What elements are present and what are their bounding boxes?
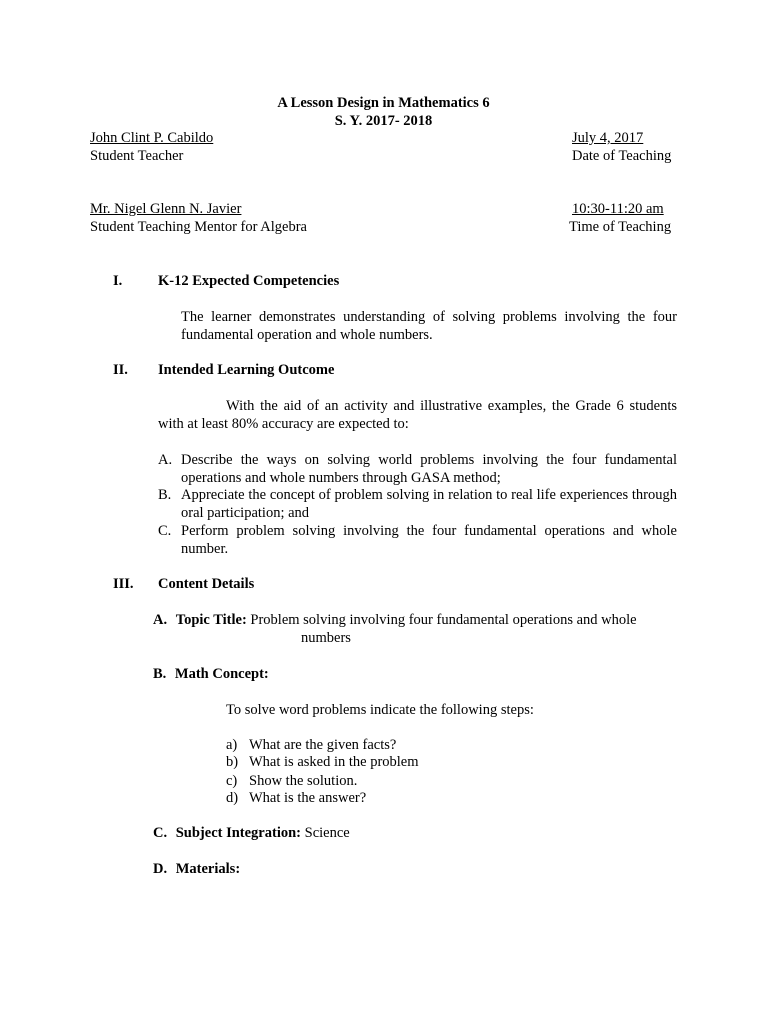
step-text: What is the answer?: [249, 790, 367, 806]
section-2-intro: With the aid of an activity and illustrative examples, the Grade 6 students with at least 80% accuracy are expected to:: [158, 398, 677, 432]
outcome-item: [158, 486, 677, 522]
step-marker: c): [226, 773, 238, 789]
section-3-number: III.: [113, 576, 134, 592]
materials-marker: D.: [153, 861, 168, 877]
section-1-body: The learner demonstrates understanding of solving problems involving the four fundamental operation and whole numbers.: [181, 309, 677, 343]
mentor-name: Mr. Nigel Glenn N. Javier: [90, 201, 242, 217]
step-item: [226, 753, 419, 771]
teacher-name: John Clint P. Cabildo: [90, 130, 214, 146]
materials-row: [153, 860, 240, 878]
date-label: Date of Teaching: [572, 148, 672, 164]
section-1-number: I.: [113, 273, 123, 289]
step-item: [226, 789, 367, 807]
outcome-marker: B.: [158, 487, 172, 503]
outcome-text: Perform problem solving involving the four fundamental operations and whole number.: [181, 523, 677, 557]
section-1-heading: K-12 Expected Competencies: [158, 273, 340, 289]
teaching-date: July 4, 2017: [572, 130, 644, 146]
subject-integration-value: Science: [304, 825, 350, 841]
section-3-heading: Content Details: [158, 576, 255, 592]
subject-integration-row: [153, 824, 350, 842]
time-label: Time of Teaching: [569, 219, 672, 235]
step-marker: b): [226, 754, 239, 770]
outcome-text: Describe the ways on solving world problems involving the four fundamental operations and whole numbers through GASA method;: [181, 452, 677, 486]
teacher-role: Student Teacher: [90, 148, 184, 164]
step-item: [226, 772, 358, 790]
teacher-date-row: [90, 129, 677, 165]
math-concept-intro: To solve word problems indicate the following steps:: [226, 702, 534, 718]
outcome-item: [158, 451, 677, 487]
mentor-time-row: [90, 200, 677, 236]
subject-integration-marker: C.: [153, 825, 168, 841]
topic-label: Topic Title:: [175, 612, 247, 628]
topic-value-continued: numbers: [301, 630, 351, 646]
topic-title-row: [153, 611, 677, 629]
math-concept-label: Math Concept:: [174, 666, 269, 682]
topic-value: Problem solving involving four fundamental operations and whole: [250, 612, 637, 628]
step-item: [226, 736, 397, 754]
topic-marker: A.: [153, 612, 168, 628]
step-marker: d): [226, 790, 239, 806]
materials-label: Materials:: [175, 861, 241, 877]
math-concept-row: [153, 665, 269, 683]
step-marker: a): [226, 737, 238, 753]
subject-integration-label: Subject Integration:: [175, 825, 301, 841]
document-title: A Lesson Design in Mathematics 6: [277, 95, 490, 111]
outcome-marker: C.: [158, 523, 172, 539]
outcome-text: Appreciate the concept of problem solving in relation to real life experiences through oral participation; and: [181, 487, 677, 521]
outcome-marker: A.: [158, 452, 173, 468]
outcome-item: [158, 522, 677, 558]
teaching-time: 10:30-11:20 am: [572, 201, 664, 217]
step-text: What are the given facts?: [249, 737, 397, 753]
step-text: What is asked in the problem: [249, 754, 419, 770]
step-text: Show the solution.: [249, 773, 358, 789]
math-concept-marker: B.: [153, 666, 167, 682]
mentor-role: Student Teaching Mentor for Algebra: [90, 219, 307, 235]
school-year: S. Y. 2017- 2018: [334, 113, 433, 129]
section-2-number: II.: [113, 362, 128, 378]
section-2-heading: Intended Learning Outcome: [158, 362, 335, 378]
